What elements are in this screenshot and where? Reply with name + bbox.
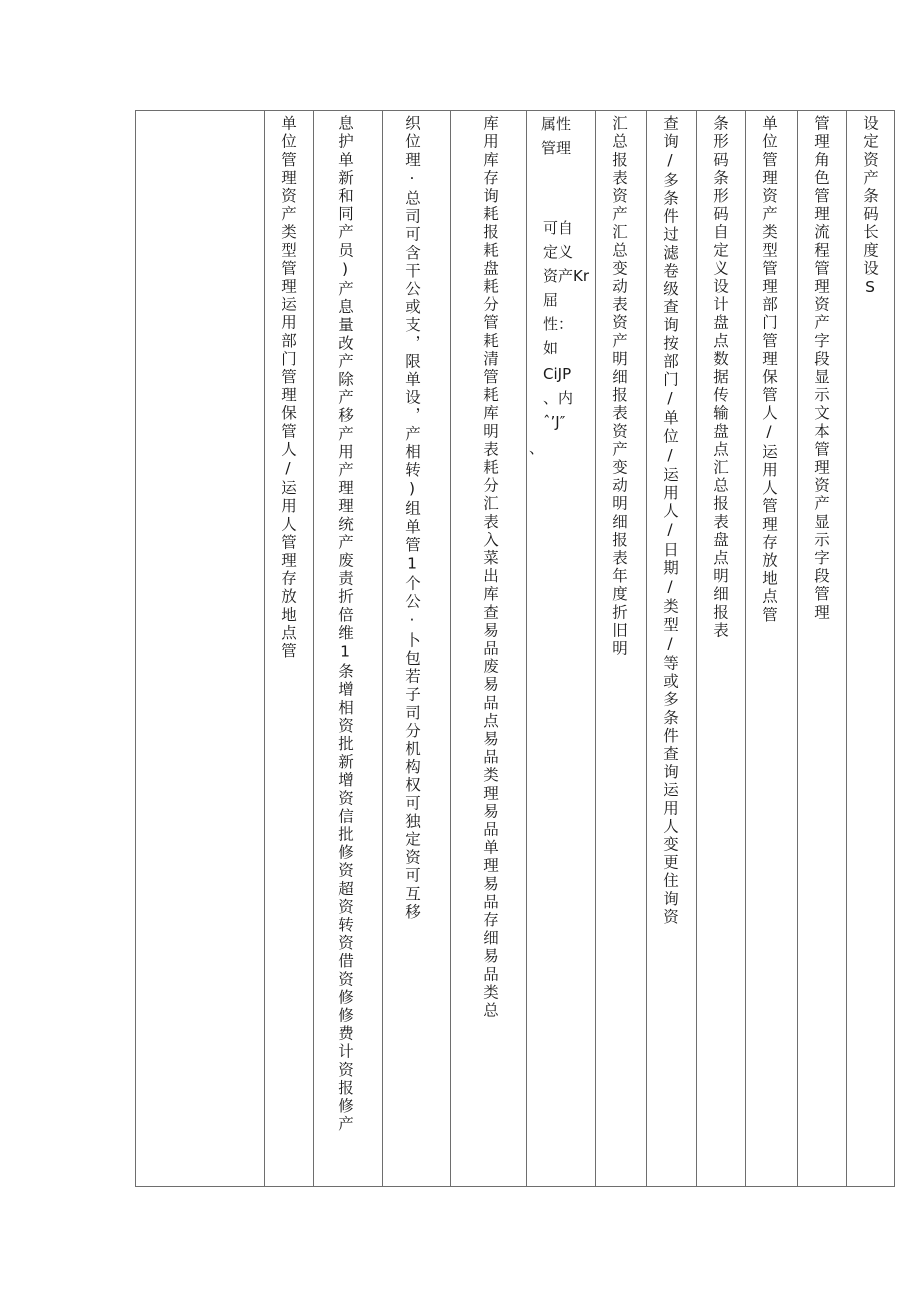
column-text: 汇总报表资产汇总变动表资产明细报表资产变动明细报表年度折旧明 [610,115,628,658]
table-column-9 [696,111,745,1186]
attr-line-2: 管理 [541,139,572,157]
table-column-8 [646,111,696,1186]
column-text: 库用库存询耗报耗盘耗分管耗清管耗库明表耗分汇表入菜出库查易品废易品点易品类理易品单理易品存细易品类总 [481,115,499,1020]
column-text: 单位管理资产类型管理运用部门管理保管人/运用人管理存放地点管 [279,115,297,661]
table-column-11 [797,111,846,1186]
attr-line-7: 屈 [543,291,559,309]
table-column-10 [745,111,797,1186]
column-text: 织位理·总司可含干公或支，限单设，产相转)组单管1个公·卜包若子司分机构权可独定资可互移 [403,115,421,922]
attr-line-9: 如 [543,339,559,357]
column-text: 条形码条形码自定义设计盘点数据传输盘点汇总报表盘点明细报表 [711,115,729,640]
column-text: 单位管理资产类型管理部门管理保管人/运用人管理存放地点管 [760,115,778,625]
asset-feature-table [135,110,895,1187]
attr-line-10: CiJP [543,365,572,383]
attr-line-8: 性： [543,315,574,333]
table-column-4 [382,111,450,1186]
attr-line-4: 可自 [543,219,574,237]
table-column-12 [846,111,896,1186]
table-column-7 [595,111,646,1186]
column-text: 息护单新和同产员)产息量改产除产移产用产理理统产废责折倍维1条增相资批新增资信批修资超资转资借资修修费计资报修产 [336,115,354,1134]
column-text: 查询/多条件过滤卷级查询按部门/单位/运用人/日期/类型/等或多条件查询运用人变更住询资 [661,115,679,927]
table-column-5 [450,111,526,1186]
attr-line-12: ˆ’J″ [543,413,566,431]
table-column-6 [526,111,595,1186]
attr-line-6: 资产Kr [543,267,590,285]
column-text: 设定资产条码长度设S [861,115,879,299]
attr-line-13: 、 [529,439,545,457]
table-column-3 [313,111,382,1186]
table-column-2 [264,111,313,1186]
attr-line-1: 属性 [541,115,572,133]
attr-line-5: 定义 [543,243,574,261]
table-column-1 [136,111,264,1186]
column-text: 管理角色管理流程管理资产字段显示文本管理资产显示字段管理 [812,115,830,622]
attr-line-11: 、内 [543,389,574,407]
